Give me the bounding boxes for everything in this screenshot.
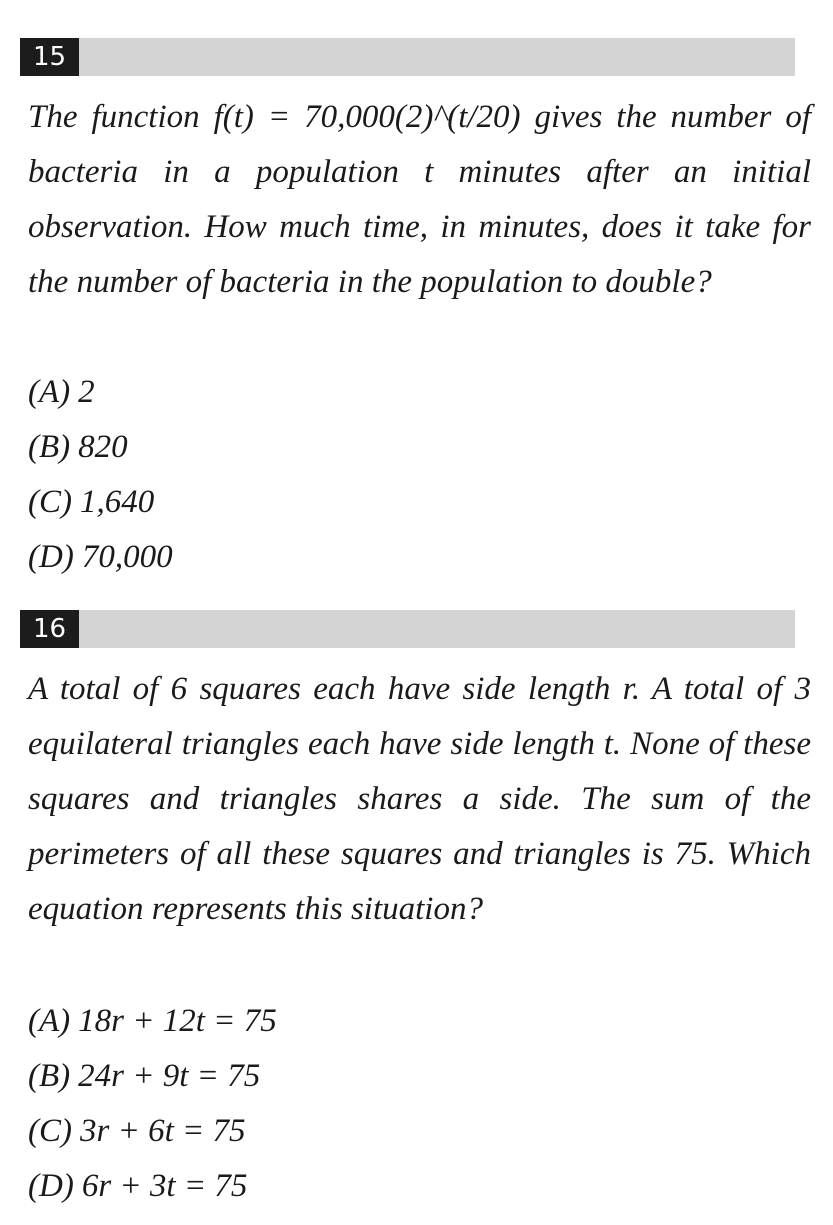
- choice-letter: (C): [28, 484, 72, 520]
- choice-c[interactable]: [28, 1104, 277, 1159]
- choice-letter: (A): [28, 1003, 71, 1039]
- choice-letter: (C): [28, 1113, 72, 1149]
- choice-a[interactable]: [28, 365, 173, 420]
- choice-value: 6r + 3t = 75: [81, 1168, 248, 1204]
- choice-d[interactable]: [28, 1159, 277, 1214]
- choice-letter: (D): [28, 539, 74, 575]
- question-number-badge: 15: [20, 38, 79, 76]
- choice-value: 820: [78, 429, 128, 465]
- choice-letter: (B): [28, 1058, 71, 1094]
- choice-value: 3r + 6t = 75: [80, 1113, 246, 1149]
- choice-b[interactable]: [28, 420, 173, 475]
- choice-letter: (B): [28, 429, 71, 465]
- choice-value: 2: [78, 374, 95, 410]
- choice-value: 18r + 12t = 75: [78, 1003, 277, 1039]
- question-15-choices: [28, 365, 173, 585]
- question-number-badge: 16: [20, 610, 79, 648]
- choice-a[interactable]: [28, 994, 277, 1049]
- choice-value: 70,000: [81, 539, 173, 575]
- choice-d[interactable]: [28, 530, 173, 585]
- choice-letter: (A): [28, 374, 71, 410]
- question-15-header: [20, 38, 795, 76]
- choice-c[interactable]: [28, 475, 173, 530]
- choice-letter: (D): [28, 1168, 74, 1204]
- question-16-text: A total of 6 squares each have side length r. A total of 3 equilateral triangles each have side length t. None of these squares and triangles shares a side. The sum of the perimeters of all these squares and triangles is 75. Which equation represents this situation?: [28, 671, 811, 927]
- question-15-text: The function f(t) = 70,000(2)^(t/20) gives the number of bacteria in a population t minutes after an initial observation. How much time, in minutes, does it take for the number of bacteria in the population to double?: [28, 99, 811, 300]
- question-16-choices: [28, 994, 277, 1214]
- choice-b[interactable]: [28, 1049, 277, 1104]
- choice-value: 1,640: [80, 484, 155, 520]
- question-16-header: [20, 610, 795, 648]
- choice-value: 24r + 9t = 75: [78, 1058, 261, 1094]
